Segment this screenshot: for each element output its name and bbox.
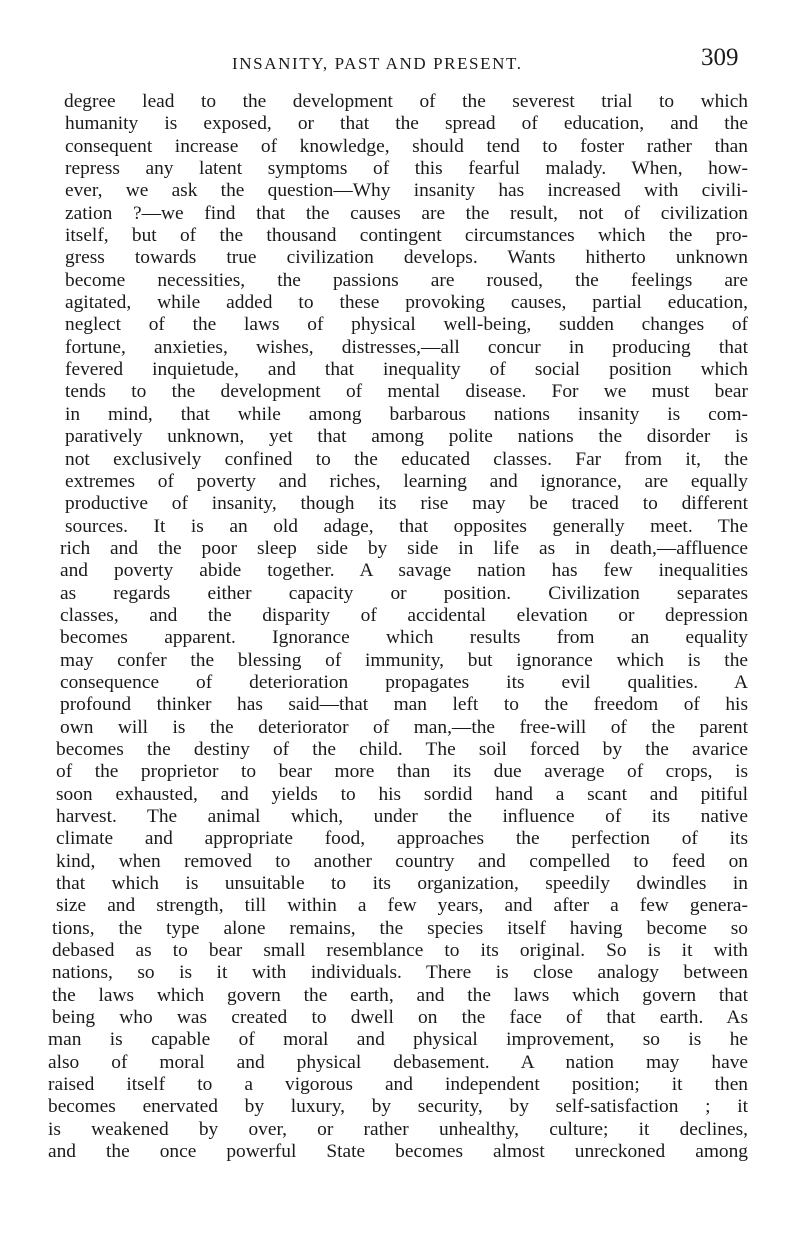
text-line: extremes of poverty and riches, learning and ignorance, are equally: [65, 470, 748, 492]
text-line: degree lead to the development of the severest trial to which: [64, 91, 748, 112]
text-line: and poverty abide together. A savage nation has few inequalities: [60, 560, 748, 582]
text-line: man is capable of moral and physical improvement, so is he: [48, 1029, 748, 1051]
text-line: debased as to bear small resemblance to its original. So is it with: [52, 940, 748, 962]
text-line: is weakened by over, or rather unhealthy, culture; it declines,: [48, 1118, 748, 1140]
text-line: climate and appropriate food, approaches the perfection of its: [56, 828, 748, 850]
running-head: [0, 44, 810, 78]
text-line: neglect of the laws of physical well-being, sudden changes of: [65, 314, 748, 336]
page-number: 309: [701, 44, 739, 71]
text-line: becomes the destiny of the child. The soil forced by the avarice: [56, 738, 748, 760]
text-line: size and strength, till within a few years, and after a few genera-: [56, 895, 748, 917]
text-line: sources. It is an old adage, that opposites generally meet. The: [65, 515, 748, 537]
text-line: tions, the type alone remains, the species itself having become so: [52, 917, 748, 939]
text-line: nations, so is it with individuals. There is close analogy between: [52, 962, 748, 984]
text-line: as regards either capacity or position. Civilization separates: [60, 582, 748, 604]
text-line: humanity is exposed, or that the spread of education, and the: [65, 113, 748, 135]
text-line: the laws which govern the earth, and the laws which govern that: [52, 984, 748, 1006]
text-line: own will is the deteriorator of man,—the free-will of the parent: [60, 716, 748, 738]
text-line: harvest. The animal which, under the influence of its native: [56, 806, 748, 827]
text-line: become necessities, the passions are roused, the feelings are: [65, 269, 748, 291]
text-line: profound thinker has said—that man left to the freedom of his: [60, 694, 748, 716]
running-title: INSANITY, PAST AND PRESENT.: [232, 54, 523, 73]
text-line: kind, when removed to another country and compelled to feed on: [56, 850, 748, 872]
text-line: raised itself to a vigorous and independent position; it then: [48, 1074, 748, 1096]
text-line: fevered inquietude, and that inequality of social position which: [65, 359, 748, 381]
text-line: tends to the development of mental disease. For we must bear: [65, 381, 748, 403]
text-line: fortune, anxieties, wishes, distresses,—all concur in producing that: [65, 336, 748, 358]
text-line: consequent increase of knowledge, should tend to foster rather than: [65, 135, 748, 157]
text-line: repress any latent symptoms of this fearful malady. When, how-: [65, 158, 748, 180]
text-line: soon exhausted, and yields to his sordid hand a scant and pitiful: [56, 783, 748, 805]
text-line: zation ?—we find that the causes are the result, not of civilization: [65, 202, 748, 224]
text-line: paratively unknown, yet that among polite nations the disorder is: [65, 426, 748, 448]
text-line: not exclusively confined to the educated classes. Far from it, the: [65, 448, 748, 470]
text-line: itself, but of the thousand contingent circumstances which the pro-: [65, 225, 748, 247]
text-line: of the proprietor to bear more than its due average of crops, is: [56, 761, 748, 783]
text-line: productive of insanity, though its rise may be traced to different: [65, 493, 748, 515]
text-line: may confer the blessing of immunity, but ignorance which is the: [60, 649, 748, 671]
body-text: [48, 91, 748, 1164]
text-line: also of moral and physical debasement. A nation may have: [48, 1051, 748, 1073]
text-line: in mind, that while among barbarous nations insanity is com-: [65, 403, 748, 425]
text-line: classes, and the disparity of accidental elevation or depression: [60, 604, 748, 626]
text-line: consequence of deterioration propagates its evil qualities. A: [60, 671, 748, 693]
text-line: becomes apparent. Ignorance which results from an equality: [60, 627, 748, 649]
text-line: ever, we ask the question—Why insanity has increased with civili-: [65, 180, 748, 202]
text-line: that which is unsuitable to its organization, speedily dwindles in: [56, 873, 748, 895]
text-line: becomes enervated by luxury, by security, by self-satisfaction ; it: [48, 1096, 748, 1118]
text-line: being who was created to dwell on the face of that earth. As: [52, 1007, 748, 1029]
text-line: rich and the poor sleep side by side in life as in death,—affluence: [60, 537, 748, 559]
text-line: gress towards true civilization develops. Wants hitherto unknown: [65, 247, 748, 269]
text-line: agitated, while added to these provoking causes, partial education,: [65, 292, 748, 314]
text-line: and the once powerful State becomes almost unreckoned among: [48, 1141, 748, 1163]
